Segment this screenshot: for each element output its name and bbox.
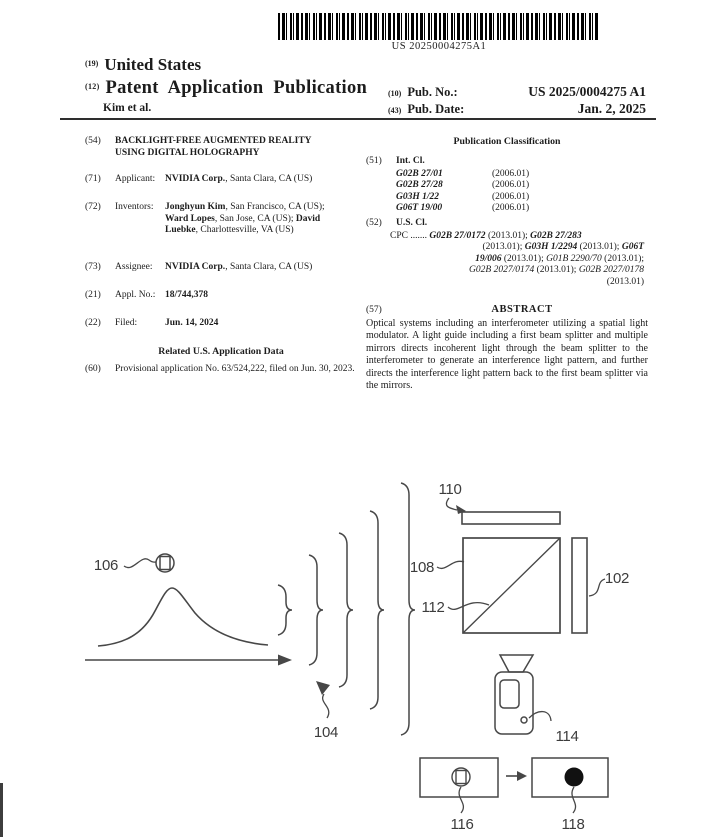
wavefront-brace-4: [370, 511, 384, 709]
wavefront-brace-5: [401, 483, 415, 735]
ref-10: (10): [388, 89, 402, 98]
abstract-text: Optical systems including an interferometer utilizing a spatial light modulator. A light guide including a first beam splitter and multiple mirrors directs incoherent light through the beam splitter to the interferometer to generate an interference light pattern, and further directs the interference light pattern back to the first beam splitter via the mirrors.: [366, 318, 648, 391]
doc-type: Patent Application Publication: [105, 78, 368, 98]
pointer-104: [316, 681, 330, 695]
int-cl-table: [396, 169, 596, 215]
leader-102: [589, 579, 605, 596]
spectrum-curve: [98, 588, 268, 646]
transform-arrow-head: [517, 771, 527, 781]
point-source-icon: [156, 554, 174, 572]
leader-116: [459, 787, 463, 813]
inventors-value: Jonghyun Kim, San Francisco, CA (US); Ward Lopes, San Jose, CA (US); David Luebke, Charlottesville, VA (US): [165, 202, 325, 236]
ref-72: (72): [85, 202, 101, 212]
barcode-number: US 20250004275A1: [391, 41, 487, 52]
applicant-label: Applicant:: [115, 174, 156, 184]
country-name: United States: [104, 55, 202, 74]
label-118: 118: [561, 816, 585, 833]
projector-icon-114: [495, 655, 533, 734]
propagation-arrow-head: [278, 655, 292, 666]
mirror-plate-110: [462, 512, 560, 524]
wavefront-brace-3: [339, 533, 353, 687]
ref-54: (54): [85, 136, 101, 146]
label-112: 112: [421, 599, 445, 616]
ref-71: (71): [85, 174, 101, 184]
cpc-line: CPC ....... G02B 27/0172 (2013.01); G02B 27/283: [390, 231, 582, 241]
int-cl-label: Int. Cl.: [396, 156, 425, 166]
applicant-row: [85, 174, 357, 186]
int-cl-entry: G06T 19/00 (2006.01): [396, 203, 530, 214]
filed-label: Filed:: [115, 318, 138, 328]
abstract-heading: ABSTRACT: [491, 304, 553, 315]
inventors-row: [85, 202, 357, 237]
label-108: 108: [409, 559, 435, 576]
appl-no-row: [85, 290, 357, 302]
ref-60: (60): [85, 364, 101, 374]
label-116: 116: [450, 816, 474, 833]
page-edge-mark: [0, 783, 3, 837]
appl-no-value: 18/744,378: [165, 290, 209, 300]
doc-type-line: [85, 78, 367, 99]
input-point-source-icon: [452, 768, 470, 786]
label-104: 104: [313, 724, 339, 741]
ref-21: (21): [85, 290, 101, 300]
pub-no-value: US 2025/0004275 A1: [528, 84, 646, 99]
int-cl-entry: G02B 27/28 (2006.01): [396, 180, 530, 191]
assignee-label: Assignee:: [115, 262, 153, 272]
pub-date-line: [388, 101, 646, 117]
abstract-heading-row: [366, 304, 648, 317]
us-cl-row: [366, 218, 648, 230]
wavefront-brace-2: [309, 555, 323, 665]
cpc-line: (2013.01); G03H 1/2294 (2013.01); G06T: [482, 242, 644, 253]
focused-spot: [565, 768, 584, 787]
inventors-label: Inventors:: [115, 202, 154, 212]
filed-value: Jun. 14, 2024: [165, 318, 219, 328]
country-line: [85, 55, 201, 75]
ref-43: (43): [388, 106, 402, 115]
related-data-heading: Related U.S. Application Data: [158, 346, 284, 357]
pub-no-line: [388, 84, 646, 100]
label-106: 106: [93, 557, 119, 574]
ref-52: (52): [366, 218, 382, 228]
wavefront-brace-1: [278, 585, 292, 635]
output-plate-102: [572, 538, 587, 633]
label-102: 102: [604, 570, 630, 587]
int-cl-entry: G02B 27/01 (2006.01): [396, 169, 530, 179]
patent-figure: [0, 455, 717, 837]
invention-title: BACKLIGHT-FREE AUGMENTED REALITY USING DIGITAL HOLOGRAPHY: [115, 136, 312, 158]
ref-12: (12): [85, 82, 100, 91]
header-divider: [60, 118, 656, 120]
ref-22: (22): [85, 318, 101, 328]
us-cl-label: U.S. Cl.: [396, 218, 428, 228]
cpc-line: G02B 2027/0174 (2013.01); G02B 2027/0178: [469, 265, 644, 276]
pub-no-label: Pub. No.:: [407, 85, 458, 99]
byline: Kim et al.: [103, 102, 152, 114]
pub-date-label: Pub. Date:: [407, 102, 465, 116]
title-row: [85, 136, 357, 159]
cpc-line: (2013.01): [606, 276, 644, 287]
appl-no-label: Appl. No.:: [115, 290, 156, 300]
cpc-codes: [390, 231, 644, 288]
ref-57: (57): [366, 305, 382, 315]
ref-73: (73): [85, 262, 101, 272]
classification-heading: Publication Classification: [453, 136, 561, 147]
ref-51: (51): [366, 156, 382, 166]
int-cl-row: [366, 156, 648, 168]
applicant-value: NVIDIA Corp., Santa Clara, CA (US): [165, 174, 313, 184]
filed-row: [85, 318, 357, 330]
provisional-text: Provisional application No. 63/524,222, filed on Jun. 30, 2023.: [115, 364, 355, 374]
label-114: 114: [555, 728, 579, 745]
provisional-row: [85, 364, 357, 376]
leader-110: [446, 498, 457, 510]
leader-106: [124, 559, 156, 568]
assignee-value: NVIDIA Corp., Santa Clara, CA (US): [165, 262, 313, 272]
cpc-line: 19/006 (2013.01); G01B 2290/70 (2013.01);: [475, 253, 644, 264]
splitter-diagonal-112: [463, 538, 560, 633]
leader-112: [448, 603, 489, 610]
leader-104: [323, 694, 329, 718]
leader-108: [437, 561, 464, 568]
label-110: 110: [438, 481, 462, 498]
int-cl-entry: G03H 1/22 (2006.01): [396, 191, 530, 202]
assignee-row: [85, 262, 357, 274]
ref-19: (19): [85, 59, 99, 68]
leader-118: [572, 787, 576, 813]
barcode-image: [278, 13, 600, 40]
pub-date-value: Jan. 2, 2025: [577, 101, 646, 116]
